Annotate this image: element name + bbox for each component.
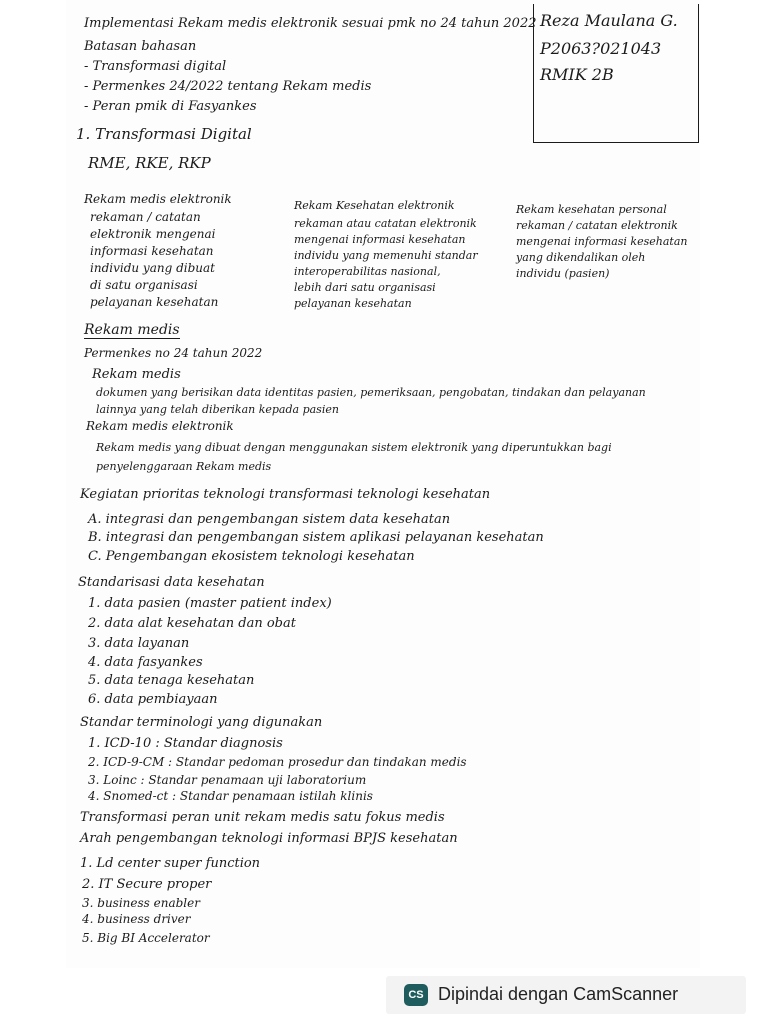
standar-data-item: 2. data alat kesehatan dan obat [88, 616, 296, 631]
kegiatan-item: A. integrasi dan pengembangan sistem data kesehatan [88, 512, 451, 527]
kegiatan-item: C. Pengembangan ekosistem teknologi kesehatan [88, 549, 415, 564]
page-title: Implementasi Rekam medis elektronik sesuai pmk no 24 tahun 2022 [84, 16, 537, 31]
rme-line: rekaman / catatan [90, 210, 201, 224]
rkp-line: individu (pasien) [516, 267, 610, 280]
transformasi-line: Arah pengembangan teknologi informasi BPJS kesehatan [80, 831, 458, 846]
student-id-box [533, 4, 699, 143]
kegiatan-heading: Kegiatan prioritas teknologi transformasi teknologi kesehatan [80, 487, 491, 502]
bpjs-item: 4. business driver [82, 912, 191, 926]
transformasi-line: Transformasi peran unit rekam medis satu fokus medis [80, 810, 445, 825]
rme-line: elektronik mengenai [90, 227, 216, 241]
definition-title: Rekam medis [92, 367, 181, 382]
outline-item: - Peran pmik di Fasyankes [84, 99, 257, 114]
student-nim: P2063?021043 [540, 39, 662, 58]
bpjs-item: 2. IT Secure proper [82, 877, 212, 892]
rme-line: informasi kesehatan [90, 244, 214, 258]
rke-line: Rekam Kesehatan elektronik [294, 199, 455, 212]
terminologi-heading: Standar terminologi yang digunakan [80, 715, 323, 730]
standar-data-heading: Standarisasi data kesehatan [78, 575, 265, 590]
terminologi-item: 3. Loinc : Standar penamaan uji laboratorium [88, 773, 367, 787]
terminologi-item: 4. Snomed-ct : Standar penamaan istilah klinis [88, 789, 373, 803]
standar-data-item: 6. data pembiayaan [88, 692, 218, 707]
rkp-line: Rekam kesehatan personal [516, 203, 667, 216]
camscanner-text: Dipindai dengan CamScanner [438, 984, 679, 1004]
student-class: RMIK 2B [540, 65, 614, 84]
abbreviations: RME, RKE, RKP [88, 154, 211, 172]
rkp-line: rekaman / catatan elektronik [516, 219, 678, 232]
outline-heading: Batasan bahasan [84, 39, 197, 54]
camscanner-watermark [386, 976, 746, 1014]
bpjs-item: 1. Ld center super function [80, 856, 261, 871]
rke-line: lebih dari satu organisasi [294, 281, 436, 294]
definition-line: penyelenggaraan Rekam medis [96, 460, 272, 473]
rke-line: individu yang memenuhi standar [294, 249, 478, 262]
rekam-medis-heading: Rekam medis [84, 322, 180, 338]
rke-line: interoperabilitas nasional, [294, 265, 441, 278]
terminologi-item: 2. ICD-9-CM : Standar pedoman prosedur dan tindakan medis [88, 755, 467, 769]
rme-line: Rekam medis elektronik [84, 192, 232, 206]
definition-line: lainnya yang telah diberikan kepada pasien [96, 403, 339, 416]
bpjs-item: 3. business enabler [82, 896, 200, 910]
rkp-line: yang dikendalikan oleh [516, 251, 646, 264]
definition-line: dokumen yang berisikan data identitas pasien, pemeriksaan, pengobatan, tindakan dan pelayanan [96, 386, 646, 399]
rke-line: mengenai informasi kesehatan [294, 233, 466, 246]
definition-line: Rekam medis yang dibuat dengan menggunakan sistem elektronik yang diperuntukkan bagi [96, 441, 612, 454]
rme-line: di satu organisasi [90, 278, 198, 292]
standar-data-item: 1. data pasien (master patient index) [88, 596, 332, 611]
standar-data-item: 5. data tenaga kesehatan [88, 673, 255, 688]
rme-line: pelayanan kesehatan [90, 295, 219, 309]
section-heading: 1. Transformasi Digital [76, 125, 252, 143]
outline-item: - Transformasi digital [84, 59, 227, 74]
rke-line: rekaman atau catatan elektronik [294, 217, 477, 230]
standar-data-item: 4. data fasyankes [88, 655, 203, 670]
definition-title: Rekam medis elektronik [86, 419, 234, 433]
outline-item: - Permenkes 24/2022 tentang Rekam medis [84, 79, 372, 94]
camscanner-logo: CS [404, 984, 428, 1006]
rkp-line: mengenai informasi kesehatan [516, 235, 688, 248]
permenkes-ref: Permenkes no 24 tahun 2022 [84, 346, 263, 360]
kegiatan-item: B. integrasi dan pengembangan sistem aplikasi pelayanan kesehatan [88, 530, 544, 545]
rme-line: individu yang dibuat [90, 261, 215, 275]
bpjs-item: 5. Big BI Accelerator [82, 931, 210, 945]
standar-data-item: 3. data layanan [88, 636, 190, 651]
terminologi-item: 1. ICD-10 : Standar diagnosis [88, 736, 283, 751]
student-name: Reza Maulana G. [540, 11, 678, 30]
rke-line: pelayanan kesehatan [294, 297, 412, 310]
